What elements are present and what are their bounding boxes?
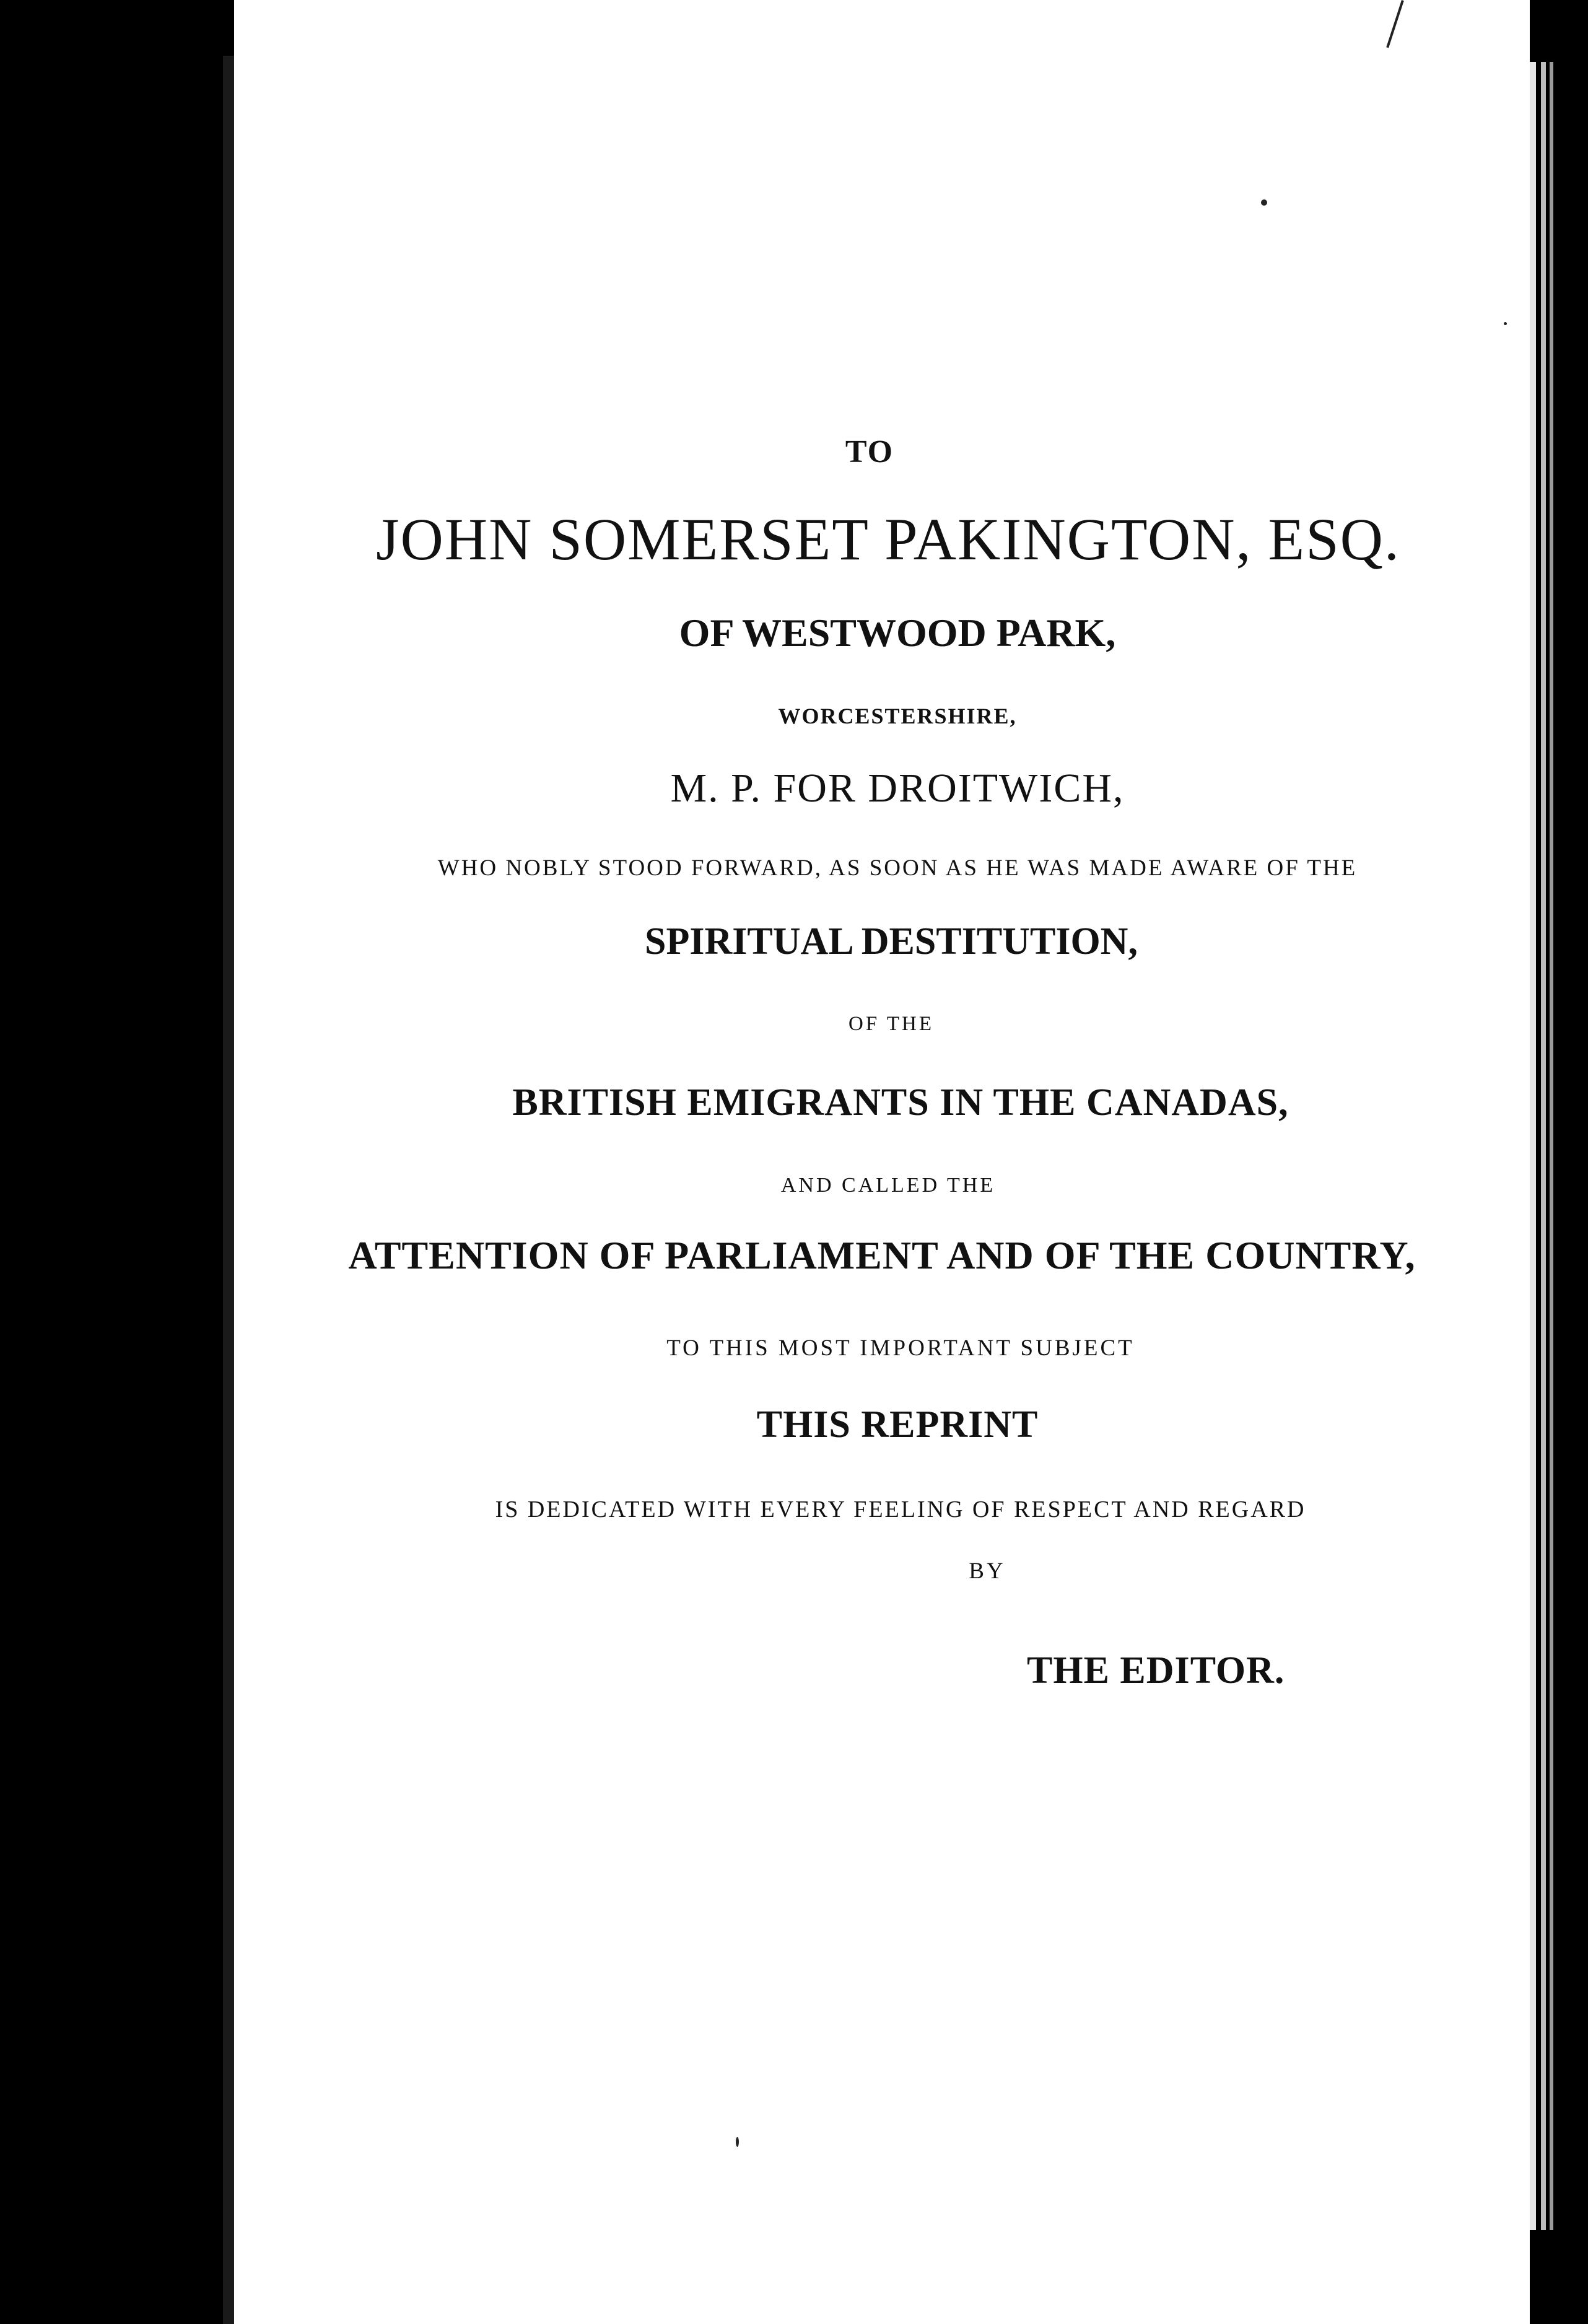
dedication-line-reprint: THIS REPRINT bbox=[756, 1404, 1039, 1446]
scan-right-margin bbox=[1530, 0, 1588, 2324]
page-edge bbox=[1530, 62, 1536, 2230]
dedication-line-called: AND CALLED THE bbox=[780, 1174, 996, 1197]
dedicatee-residence: OF WESTWOOD PARK, bbox=[679, 611, 1116, 655]
dedication-line-subject: TO THIS MOST IMPORTANT SUBJECT bbox=[666, 1335, 1135, 1361]
dedication-signature: THE EDITOR. bbox=[1027, 1649, 1285, 1692]
page-edge bbox=[1550, 62, 1553, 2230]
dedication-to: TO bbox=[845, 434, 894, 470]
dedication-line-by: BY bbox=[969, 1558, 1006, 1584]
dedication-line-who: WHO NOBLY STOOD FORWARD, AS SOON AS HE WAS MADE AWARE OF THE bbox=[437, 855, 1358, 881]
page-edge bbox=[1541, 62, 1546, 2230]
dedication-line-spiritual: SPIRITUAL DESTITUTION, bbox=[645, 920, 1138, 963]
dedicatee-county: WORCESTERSHIRE, bbox=[778, 704, 1017, 728]
dedication-line-dedicated: IS DEDICATED WITH EVERY FEELING OF RESPECT AND REGARD bbox=[495, 1496, 1306, 1522]
dedication-line-attention: ATTENTION OF PARLIAMENT AND OF THE COUNTRY, bbox=[348, 1233, 1416, 1277]
dedicatee-name: JOHN SOMERSET PAKINGTON, ESQ. bbox=[376, 506, 1400, 572]
book-page bbox=[234, 0, 1530, 2324]
dedicatee-office: M. P. FOR DROITWICH, bbox=[670, 766, 1125, 811]
dedication-line-of-the: OF THE bbox=[849, 1013, 934, 1035]
dedication-line-british: BRITISH EMIGRANTS IN THE CANADAS, bbox=[512, 1081, 1289, 1124]
dedication bbox=[234, 0, 1530, 2324]
scan-left-margin bbox=[0, 0, 234, 2324]
